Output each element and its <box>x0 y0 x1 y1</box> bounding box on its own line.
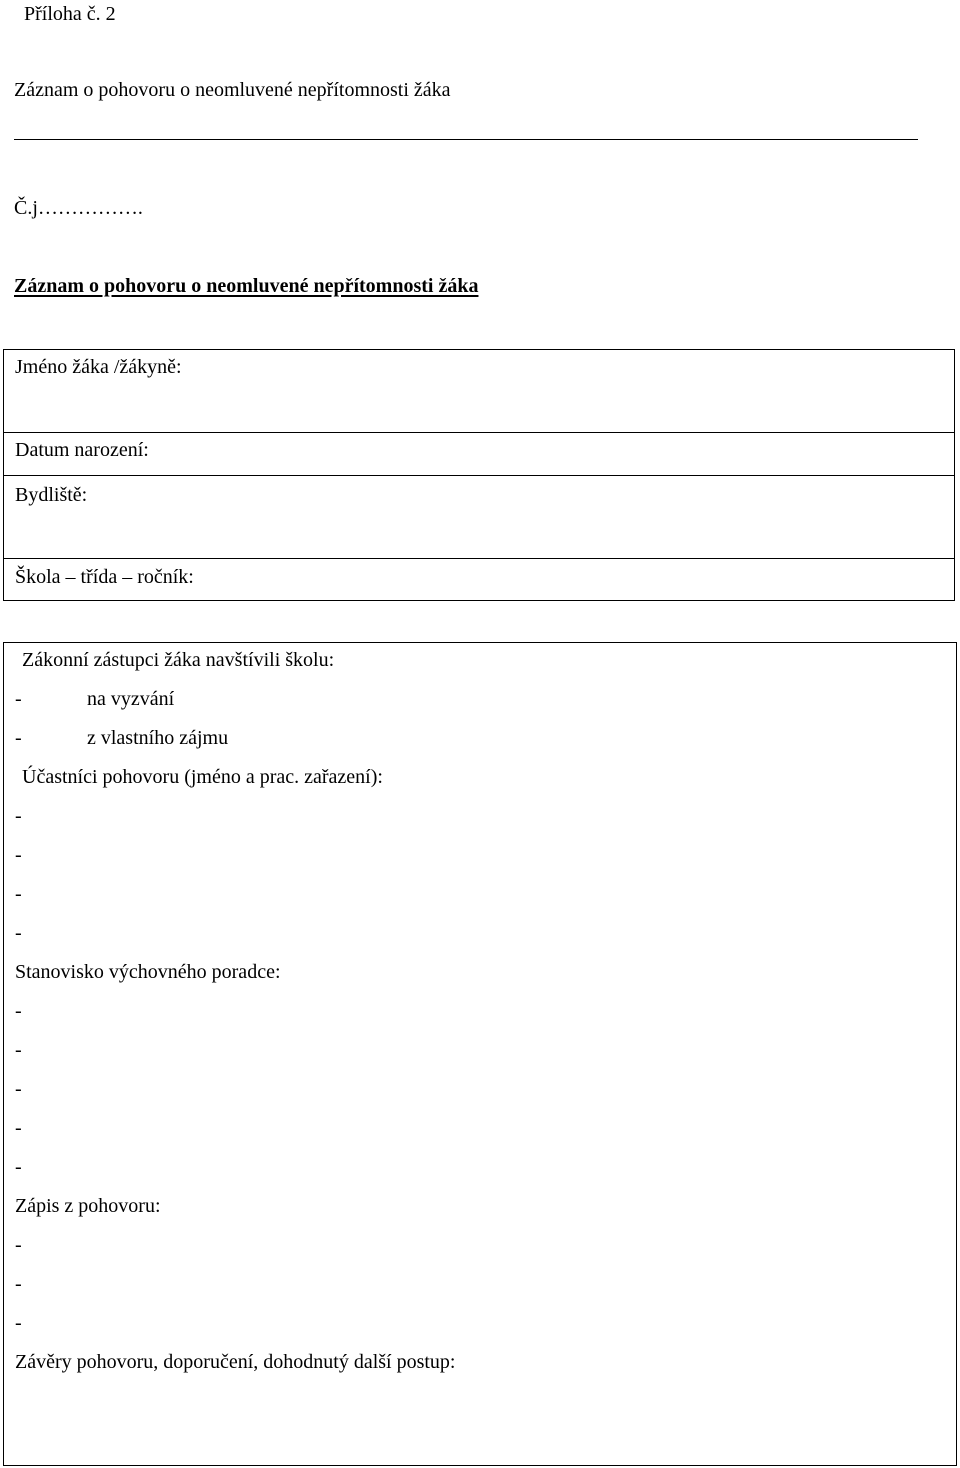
row-divider <box>4 432 954 433</box>
counselor-line: - <box>15 1000 22 1022</box>
counselor-line: - <box>15 1117 22 1139</box>
visit-option-label: na vyzvání <box>87 688 175 710</box>
minutes-line: - <box>15 1234 22 1256</box>
student-info-box <box>3 349 955 601</box>
participant-line: - <box>15 844 22 866</box>
minutes-line: - <box>15 1273 22 1295</box>
attachment-label: Příloha č. 2 <box>24 3 116 25</box>
interview-box <box>3 642 957 1466</box>
residence-label: Bydliště: <box>15 484 88 506</box>
counselor-opinion-label: Stanovisko výchovného poradce: <box>15 961 281 983</box>
birth-date-label: Datum narození: <box>15 439 149 461</box>
counselor-line: - <box>15 1156 22 1178</box>
reference-number: Č.j……………. <box>14 197 143 219</box>
visit-option-invited <box>15 687 174 711</box>
participants-label: Účastníci pohovoru (jméno a prac. zařazení): <box>22 766 383 788</box>
participant-line: - <box>15 805 22 827</box>
list-dash: - <box>15 688 22 710</box>
document-subtitle: Záznam o pohovoru o neomluvené nepřítomnosti žáka <box>14 79 451 101</box>
student-name-label: Jméno žáka /žákyně: <box>15 356 182 378</box>
participant-line: - <box>15 883 22 905</box>
school-class-label: Škola – třída – ročník: <box>15 566 194 588</box>
counselor-line: - <box>15 1039 22 1061</box>
row-divider <box>4 558 954 559</box>
visit-option-own-interest <box>15 726 228 750</box>
conclusions-label: Závěry pohovoru, doporučení, dohodnutý další postup: <box>15 1351 456 1373</box>
minutes-line: - <box>15 1312 22 1334</box>
participant-line: - <box>15 922 22 944</box>
visit-option-label: z vlastního zájmu <box>87 727 229 749</box>
form-title: Záznam o pohovoru o neomluvené nepřítomnosti žáka <box>14 275 479 297</box>
list-dash: - <box>15 727 22 749</box>
minutes-label: Zápis z pohovoru: <box>15 1195 161 1217</box>
header-divider <box>14 139 918 140</box>
counselor-line: - <box>15 1078 22 1100</box>
guardians-visit-label: Zákonní zástupci žáka navštívili školu: <box>22 649 335 671</box>
row-divider <box>4 475 954 476</box>
